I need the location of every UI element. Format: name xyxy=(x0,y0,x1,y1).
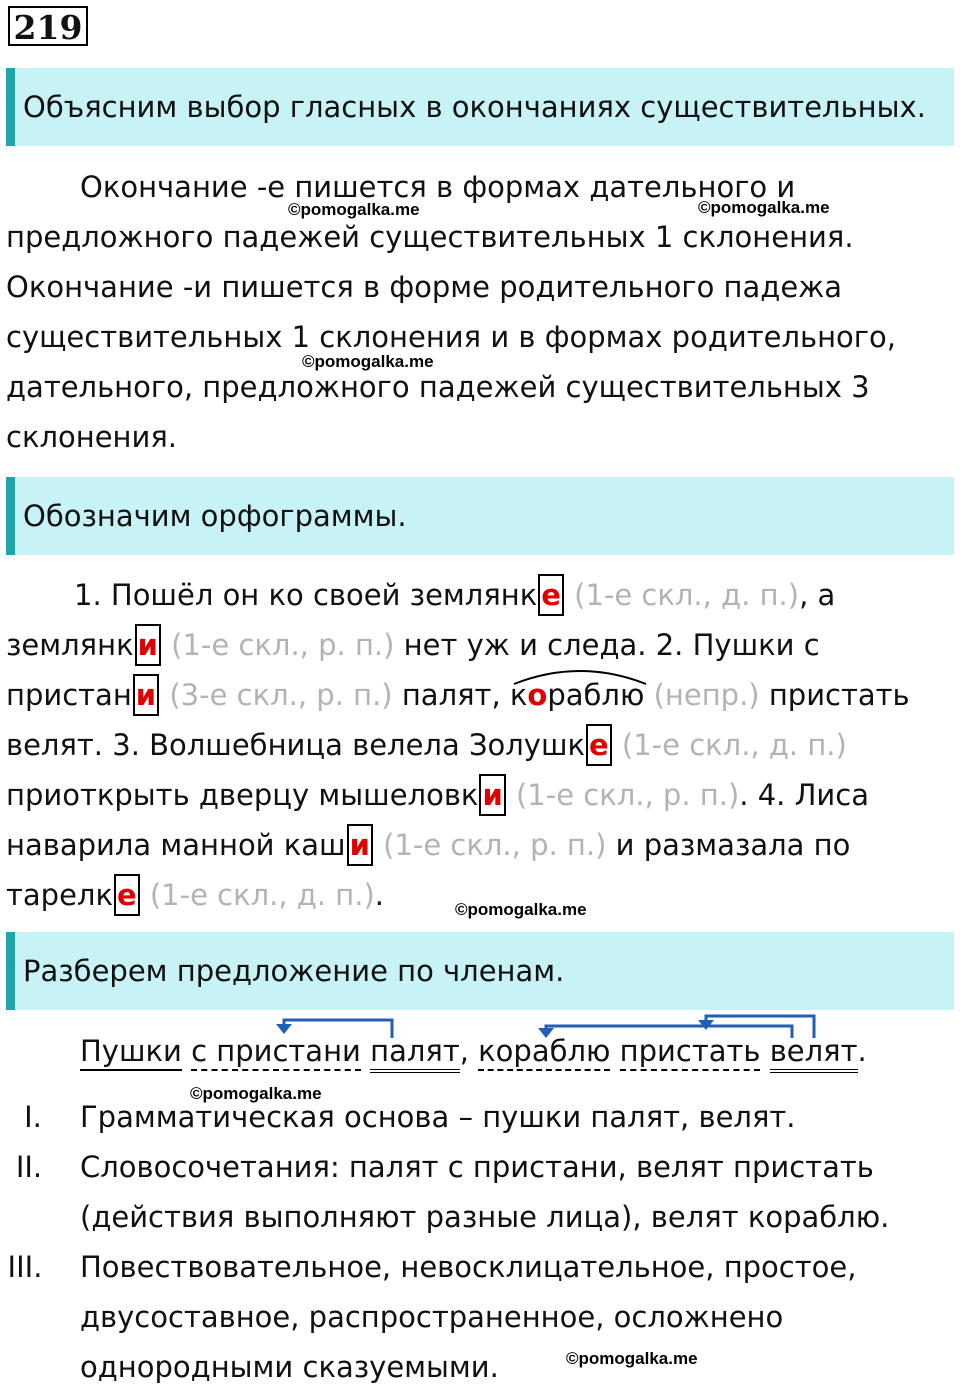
text: тарелк xyxy=(6,878,113,912)
predicate-word: палят xyxy=(370,1034,460,1073)
text: приоткрыть дверцу мышеловк xyxy=(6,778,479,812)
heading-text: Объясним выбор гласных в окончаниях существительных. xyxy=(23,90,926,124)
item-number: III. xyxy=(7,1250,43,1284)
ending-highlight: и xyxy=(133,674,159,716)
section-heading-orthograms xyxy=(6,477,954,555)
item-text: двусоставное, распространенное, осложнено xyxy=(80,1300,784,1334)
subject-word: Пушки xyxy=(80,1034,182,1071)
exercise-line xyxy=(6,670,956,720)
text: раблю xyxy=(547,678,645,712)
case-hint: (1-е скл., д. п.) xyxy=(612,728,847,762)
rule-line: Окончание -е пишется в формах дательного и xyxy=(80,170,796,204)
heading-text: Разберем предложение по членам. xyxy=(23,954,565,988)
text: пристан xyxy=(6,678,132,712)
case-hint: (3-е скл., р. п.) xyxy=(160,678,393,712)
item-text: Словосочетания: палят с пристани, велят пристать xyxy=(80,1150,874,1184)
text: и размазала по xyxy=(606,828,851,862)
exercise-line xyxy=(6,720,956,770)
list-item-continuation xyxy=(0,1192,960,1242)
watermark: ©pomogalka.me xyxy=(455,900,587,919)
text: палят, xyxy=(392,678,510,712)
ending-highlight: е xyxy=(538,574,564,616)
sentence-line xyxy=(80,1026,950,1076)
case-hint: (1-е скл., р. п.) xyxy=(161,628,395,662)
analysis-list xyxy=(0,1092,960,1392)
adverbial-phrase: с пристани xyxy=(191,1034,361,1071)
object-word: кораблю xyxy=(478,1034,610,1071)
ending-highlight: и xyxy=(479,774,505,816)
root-word-arc xyxy=(510,670,644,720)
section-heading-parsing xyxy=(6,932,954,1010)
list-item-continuation xyxy=(0,1292,960,1342)
task-number: 219 xyxy=(8,6,88,46)
case-hint: (1-е скл., д. п.) xyxy=(564,578,800,612)
watermark: ©pomogalka.me xyxy=(698,198,830,217)
item-text: (действия выполняют разные лица), велят кораблю. xyxy=(80,1200,890,1234)
heading-text: Обозначим орфограммы. xyxy=(23,499,407,533)
case-hint: (непр.) xyxy=(644,678,760,712)
list-item-continuation xyxy=(0,1342,960,1392)
parsed-sentence xyxy=(80,1026,950,1076)
case-hint: (1-е скл., р. п.) xyxy=(506,778,740,812)
item-text: Повествовательное, невосклицательное, простое, xyxy=(80,1250,857,1284)
punct: , xyxy=(459,1034,469,1068)
list-item xyxy=(0,1142,960,1192)
item-text: Грамматическая основа – пушки палят, велят. xyxy=(80,1100,796,1134)
watermark: ©pomogalka.me xyxy=(288,200,420,219)
root-arc-icon xyxy=(510,664,650,686)
section-heading-endings xyxy=(6,68,954,146)
exercise-paragraph xyxy=(6,570,956,920)
watermark: ©pomogalka.me xyxy=(302,352,434,371)
text: землянк xyxy=(6,628,134,662)
object-word: пристать xyxy=(620,1034,761,1071)
text: к xyxy=(509,678,528,712)
exercise-line xyxy=(6,570,956,620)
exercise-line xyxy=(6,620,956,670)
ending-highlight: и xyxy=(347,824,373,866)
case-hint: (1-е скл., р. п.) xyxy=(373,828,607,862)
text: 1. Пошёл он ко своей землянк xyxy=(74,578,538,612)
text: пристать xyxy=(759,678,910,712)
text: , а xyxy=(799,578,836,612)
text: нет уж и следа. 2. Пушки с xyxy=(394,628,820,662)
text: велят. 3. Волшебница велела Золушк xyxy=(6,728,586,762)
rule-line: дательного, предложного падежей существительных 3 xyxy=(6,370,870,404)
rule-line: склонения. xyxy=(6,420,178,454)
text: . 4. Лиса xyxy=(739,778,869,812)
exercise-line xyxy=(6,820,956,870)
text: наварила манной каш xyxy=(6,828,346,862)
item-number: I. xyxy=(24,1100,42,1134)
item-text: однородными сказуемыми. xyxy=(80,1350,499,1384)
ending-highlight: е xyxy=(114,874,140,916)
item-number: II. xyxy=(15,1150,43,1184)
exercise-line xyxy=(6,770,956,820)
rule-line: предложного падежей существительных 1 склонения. xyxy=(6,220,854,254)
list-item xyxy=(0,1242,960,1292)
watermark: ©pomogalka.me xyxy=(566,1349,698,1368)
text: . xyxy=(374,878,384,912)
punct: . xyxy=(857,1034,867,1068)
ending-highlight: и xyxy=(135,624,161,666)
list-item xyxy=(0,1092,960,1142)
watermark: ©pomogalka.me xyxy=(190,1084,322,1103)
ending-highlight: е xyxy=(586,724,612,766)
rule-line: Окончание -и пишется в форме родительного падежа xyxy=(6,270,843,304)
case-hint: (1-е скл., д. п.) xyxy=(140,878,375,912)
rule-line: существительных 1 склонения и в формах родительного, xyxy=(6,320,896,354)
predicate-word: велят xyxy=(770,1034,858,1073)
vowel-highlight: о xyxy=(527,678,548,712)
